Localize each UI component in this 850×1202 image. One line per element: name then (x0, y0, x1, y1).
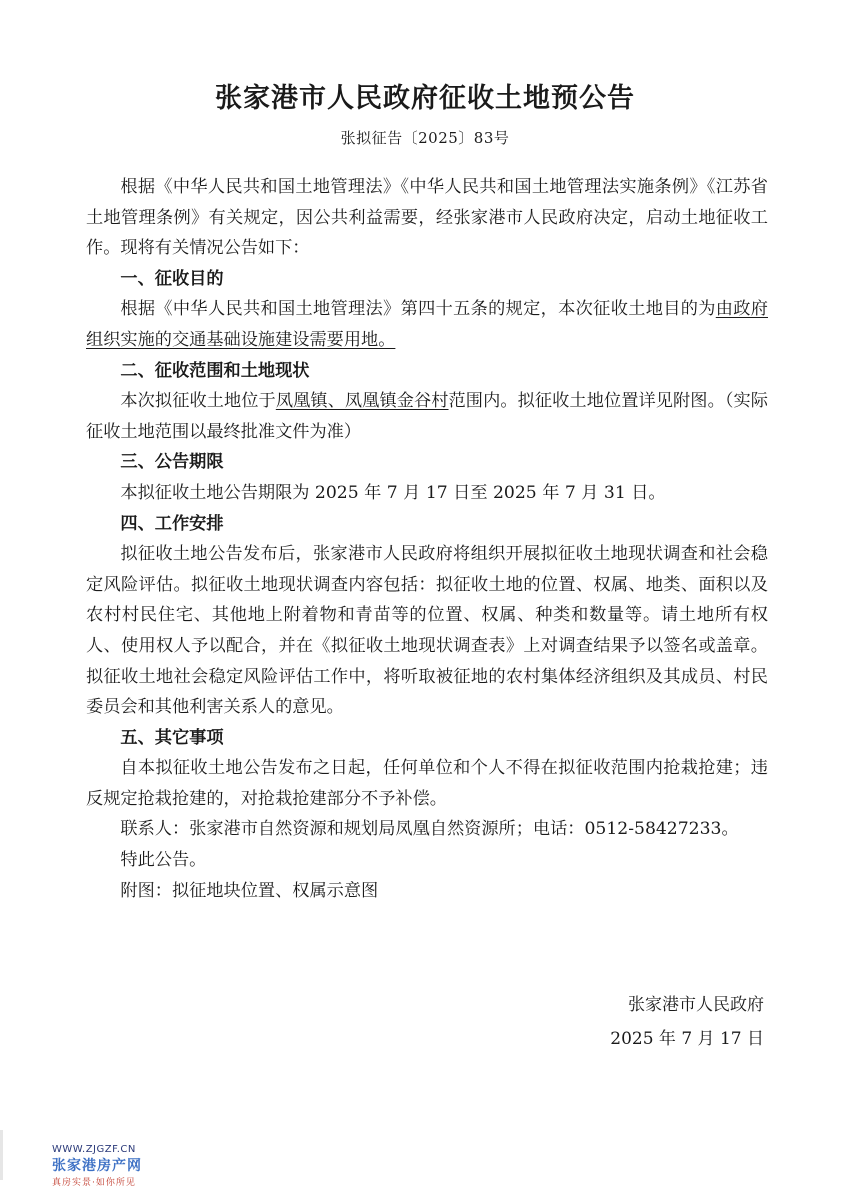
watermark-url: WWW.ZJGZF.CN (52, 1144, 136, 1155)
section-heading-purpose: 一、征收目的 (120, 268, 224, 289)
scope-text-before: 本次拟征收土地位于 (120, 391, 276, 412)
watermark-slogan: 真房实景·如你所见 (52, 1178, 136, 1188)
closing-line: 特此公告。 (120, 850, 207, 871)
contact-line: 联系人：张家港市自然资源和规划局凤凰自然资源所；电话：0512-58427233。 (120, 819, 739, 840)
purpose-text: 根据《中华人民共和国土地管理法》第四十五条的规定，本次征收土地目的为 (120, 299, 716, 320)
document-body (86, 172, 768, 906)
document-number: 张拟征告〔2025〕83号 (340, 129, 510, 147)
scope-location-underlined: 凤凰镇、凤凰镇金谷村 (275, 391, 449, 412)
purpose-underlined-text: 由政府组织实施的交通基础设施建设需要用地。 (86, 299, 768, 350)
section-heading-other: 五、其它事项 (120, 727, 224, 748)
page-edge-mark (0, 1130, 3, 1180)
section-paragraph-arrangement: 拟征收土地公告发布后，张家港市人民政府将组织开展拟征收土地现状调查和社会稳定风险评估。拟征收土地现状调查内容包括：拟征收土地的位置、权属、地类、面积以及农村村民住宅、其他地上附着物和青苗等的位置、权属、种类和数量等。请土地所有权人、使用权人予以配合，并在《拟征收土地现状调查表》上对调查结果予以签名或盖章。拟征收土地社会稳定风险评估工作中，将听取被征地的农村集体经济组织及其成员、村民委员会和其他利害关系人的意见。 (86, 544, 768, 718)
watermark-name: 张家港房产网 (52, 1158, 142, 1174)
section-heading-period: 三、公告期限 (120, 452, 224, 473)
section-heading-scope: 二、征收范围和土地现状 (120, 360, 310, 381)
watermark (52, 1144, 142, 1188)
scope-text-after: 范围内。拟征收土地位置详见附图。（实际征收土地范围以最终批准文件为准） (86, 391, 768, 442)
intro-paragraph: 根据《中华人民共和国土地管理法》《中华人民共和国土地管理法实施条例》《江苏省土地管理条例》有关规定，因公共利益需要，经张家港市人民政府决定，启动土地征收工作。现将有关情况公告如下： (86, 177, 768, 259)
signature-organization: 张家港市人民政府 (628, 995, 764, 1015)
signature-date: 2025 年 7 月 17 日 (610, 1029, 764, 1049)
section-paragraph-scope (86, 386, 768, 447)
page-title: 张家港市人民政府征收土地预公告 (215, 83, 635, 114)
section-paragraph-purpose (86, 294, 768, 355)
section-paragraph-other: 自本拟征收土地公告发布之日起，任何单位和个人不得在拟征收范围内抢栽抢建；违反规定抢栽抢建的，对抢栽抢建部分不予补偿。 (86, 758, 768, 809)
section-paragraph-period: 本拟征收土地公告期限为 2025 年 7 月 17 日至 2025 年 7 月 31 日。 (120, 482, 666, 503)
section-heading-arrangement: 四、工作安排 (120, 513, 224, 534)
attachment-line: 附图：拟征地块位置、权属示意图 (120, 880, 379, 901)
